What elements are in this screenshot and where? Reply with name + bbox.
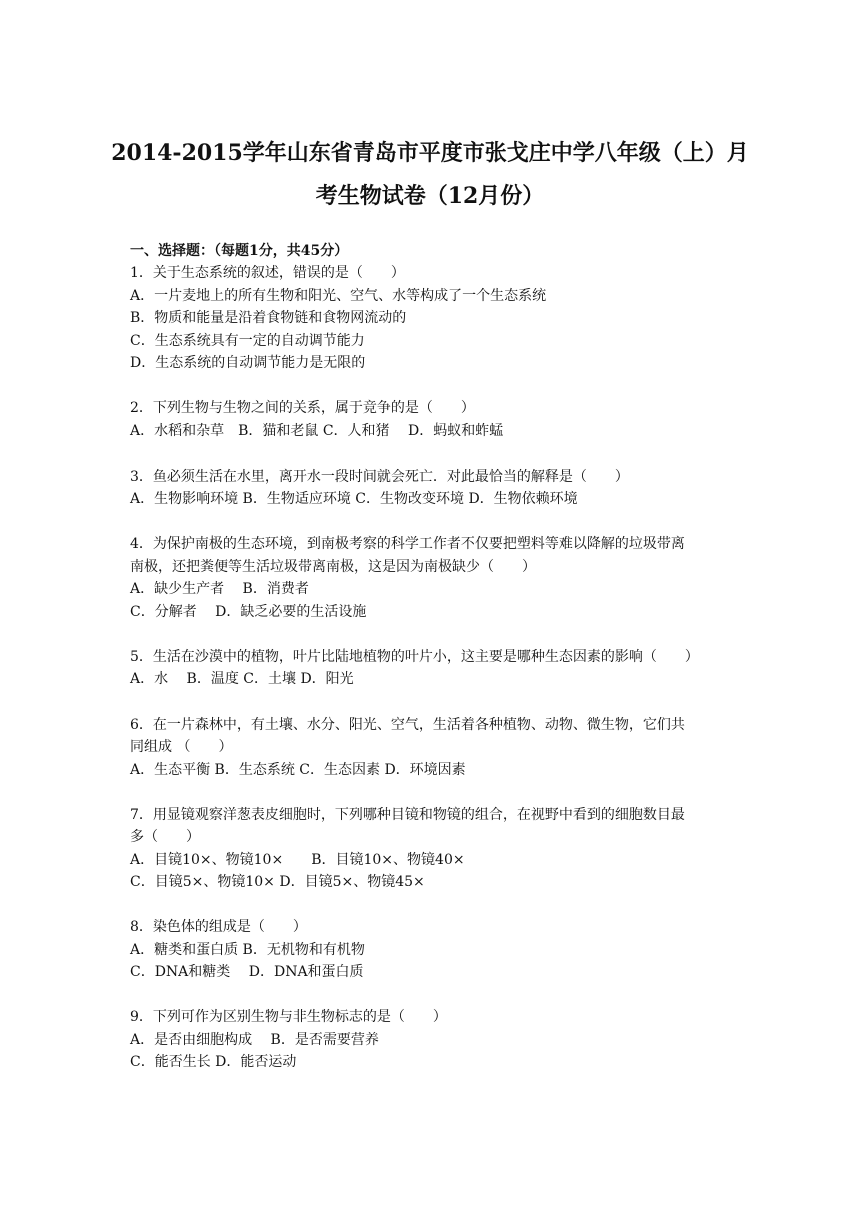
question-1-option-c: C．生态系统具有一定的自动调节能力 xyxy=(130,333,365,349)
question-5-options: A．水 B．温度 C．土壤 D．阳光 xyxy=(130,671,354,687)
section-heading: 一、选择题：（每题1分，共45分） xyxy=(130,243,349,259)
question-7-stem-line-2: 多（ ） xyxy=(130,829,200,845)
question-8-stem: 8．染色体的组成是（ ） xyxy=(130,919,307,935)
question-1-option-b: B．物质和能量是沿着食物链和食物网流动的 xyxy=(130,310,407,326)
question-9-stem: 9．下列可作为区别生物与非生物标志的是（ ） xyxy=(130,1009,447,1025)
question-7-stem-line-1: 7．用显镜观察洋葱表皮细胞时，下列哪种目镜和物镜的组合，在视野中看到的细胞数目最 xyxy=(130,807,685,823)
page-title-line-1: 2014-2015学年山东省青岛市平度市张戈庄中学八年级（上）月 xyxy=(111,140,749,166)
question-3-stem: 3．鱼必须生活在水里，离开水一段时间就会死亡．对此最恰当的解释是（ ） xyxy=(130,469,629,485)
question-8-options-line-1: A．糖类和蛋白质 B．无机物和有机物 xyxy=(130,942,365,958)
question-4-stem-line-2: 南极，还把粪便等生活垃圾带离南极，这是因为南极缺少（ ） xyxy=(130,559,536,575)
question-2-stem: 2．下列生物与生物之间的关系，属于竞争的是（ ） xyxy=(130,400,475,416)
question-4-stem-line-1: 4．为保护南极的生态环境，到南极考察的科学工作者不仅要把塑料等难以降解的垃圾带离 xyxy=(130,536,685,552)
question-6-stem-line-2: 同组成 （ ） xyxy=(130,739,233,755)
question-1-stem: 1．关于生态系统的叙述，错误的是（ ） xyxy=(130,265,405,281)
question-1-option-d: D．生态系统的自动调节能力是无限的 xyxy=(130,355,366,371)
question-7-options-line-1: A．目镜10×、物镜10× B．目镜10×、物镜40× xyxy=(130,852,465,868)
question-1-option-a: A．一片麦地上的所有生物和阳光、空气、水等构成了一个生态系统 xyxy=(130,288,547,304)
page-title-line-2: 考生物试卷（12月份） xyxy=(315,183,545,209)
question-4-options-line-1: A．缺少生产者 B．消费者 xyxy=(130,581,309,597)
question-6-options: A．生态平衡 B．生态系统 C．生态因素 D．环境因素 xyxy=(130,762,466,778)
question-6-stem-line-1: 6．在一片森林中，有土壤、水分、阳光、空气，生活着各种植物、动物、微生物，它们共 xyxy=(130,717,685,733)
question-2-options: A．水稻和杂草 B．猫和老鼠 C．人和猪 D．蚂蚁和蚱蜢 xyxy=(130,423,504,439)
question-9-options-line-2: C．能否生长 D．能否运动 xyxy=(130,1054,297,1070)
question-3-options: A．生物影响环境 B．生物适应环境 C．生物改变环境 D．生物依赖环境 xyxy=(130,491,578,507)
question-9-options-line-1: A．是否由细胞构成 B．是否需要营养 xyxy=(130,1032,379,1048)
question-5-stem: 5．生活在沙漠中的植物，叶片比陆地植物的叶片小，这主要是哪种生态因素的影响（ ） xyxy=(130,649,699,665)
question-4-options-line-2: C．分解者 D．缺乏必要的生活设施 xyxy=(130,604,367,620)
question-7-options-line-2: C．目镜5×、物镜10× D．目镜5×、物镜45× xyxy=(130,874,425,890)
question-8-options-line-2: C．DNA和糖类 D．DNA和蛋白质 xyxy=(130,964,364,980)
